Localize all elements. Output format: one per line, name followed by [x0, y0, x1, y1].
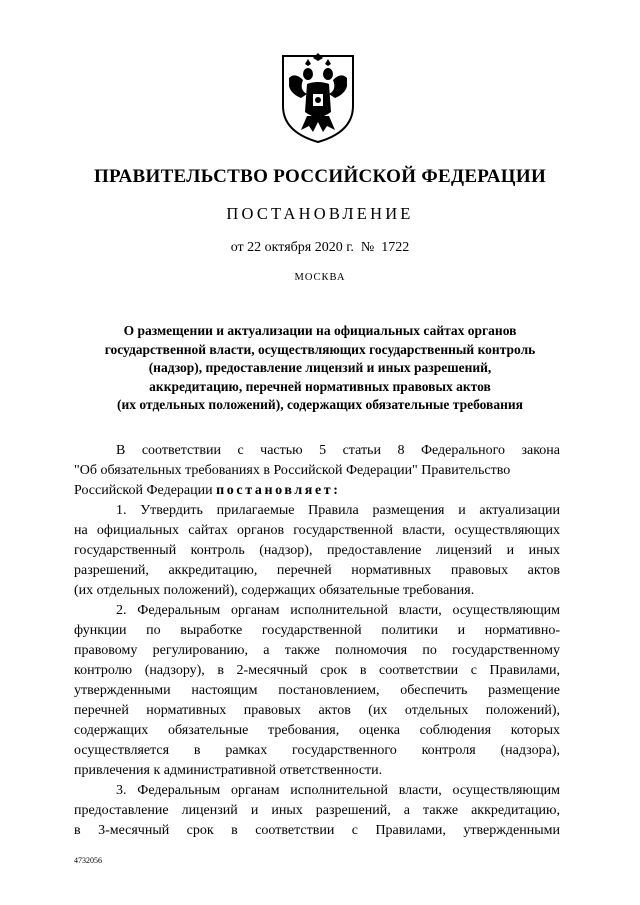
item-2-line: контролю (надзору), в 2-месячный срок в соответствии с Правилами, [74, 663, 560, 678]
item-2-line: функции по выработке государственной политики и нормативно- [74, 623, 560, 638]
item-2-line: правовому регулированию, а также полномочия по государственному [74, 643, 560, 658]
resolves-word: постановляет [216, 483, 334, 498]
subject-line: (надзор), предоставление лицензий и иных разрешений, [148, 360, 492, 376]
item-2-line: осуществляется в рамках государственного контроля (надзора), [74, 743, 560, 758]
item-2-line: утвержденными настоящим постановлением, обеспечить размещение [74, 683, 560, 698]
item-2-line: привлечения к административной ответственности. [74, 763, 383, 778]
document-code: 4732056 [74, 856, 102, 865]
city: МОСКВА [294, 272, 346, 283]
coat-of-arms-icon [277, 50, 359, 146]
preamble-line: В соответствии с частью 5 статьи 8 Федерального закона [116, 443, 560, 458]
item-1-line: (их отдельных положений), содержащих обязательные требования. [74, 583, 475, 598]
item-1-line: государственный контроль (надзор), предоставление лицензий и иных [74, 543, 560, 558]
item-3-line: предоставление лицензий и иных разрешений, а также аккредитацию, [74, 803, 560, 818]
item-2-line: содержащих обязательные требования, оценка соблюдения которых [74, 723, 560, 738]
document-subject [70, 322, 570, 415]
document-type: ПОСТАНОВЛЕНИЕ [226, 204, 414, 223]
item-1-line: на официальных сайтах органов государственной власти, осуществляющих [74, 523, 560, 538]
subject-line: О размещении и актуализации на официальных сайтах органов [123, 323, 517, 338]
item-3-line: 3. Федеральным органам исполнительной власти, осуществляющим [116, 783, 560, 798]
preamble-line [74, 481, 560, 501]
date-and-number: от 22 октября 2020 г. № 1722 [230, 240, 410, 255]
item-1-line: разрешений, аккредитацию, перечней нормативных правовых актов [74, 563, 560, 578]
item-2-line: 2. Федеральным органам исполнительной власти, осуществляющим [116, 603, 560, 618]
resolves-colon: : [333, 483, 341, 498]
government-title: ПРАВИТЕЛЬСТВО РОССИЙСКОЙ ФЕДЕРАЦИИ [93, 166, 547, 187]
preamble-line: "Об обязательных требованиях в Российской Федерации" Правительство [74, 463, 511, 478]
subject-line: государственной власти, осуществляющих государственный контроль [104, 341, 536, 357]
subject-line: аккредитацию, перечней нормативных правовых актов [149, 378, 491, 394]
preamble-text: Российской Федерации [74, 483, 217, 498]
item-1-line: 1. Утвердить прилагаемые Правила размещения и актуализации [116, 503, 560, 518]
document-body [74, 441, 560, 841]
item-2-line: перечней нормативных правовых актов (их отдельных положений), [74, 703, 560, 718]
item-3-line: в 3-месячный срок в соответствии с Правилами, утвержденными [74, 823, 560, 838]
subject-line: (их отдельных положений), содержащих обязательные требования [117, 397, 523, 413]
